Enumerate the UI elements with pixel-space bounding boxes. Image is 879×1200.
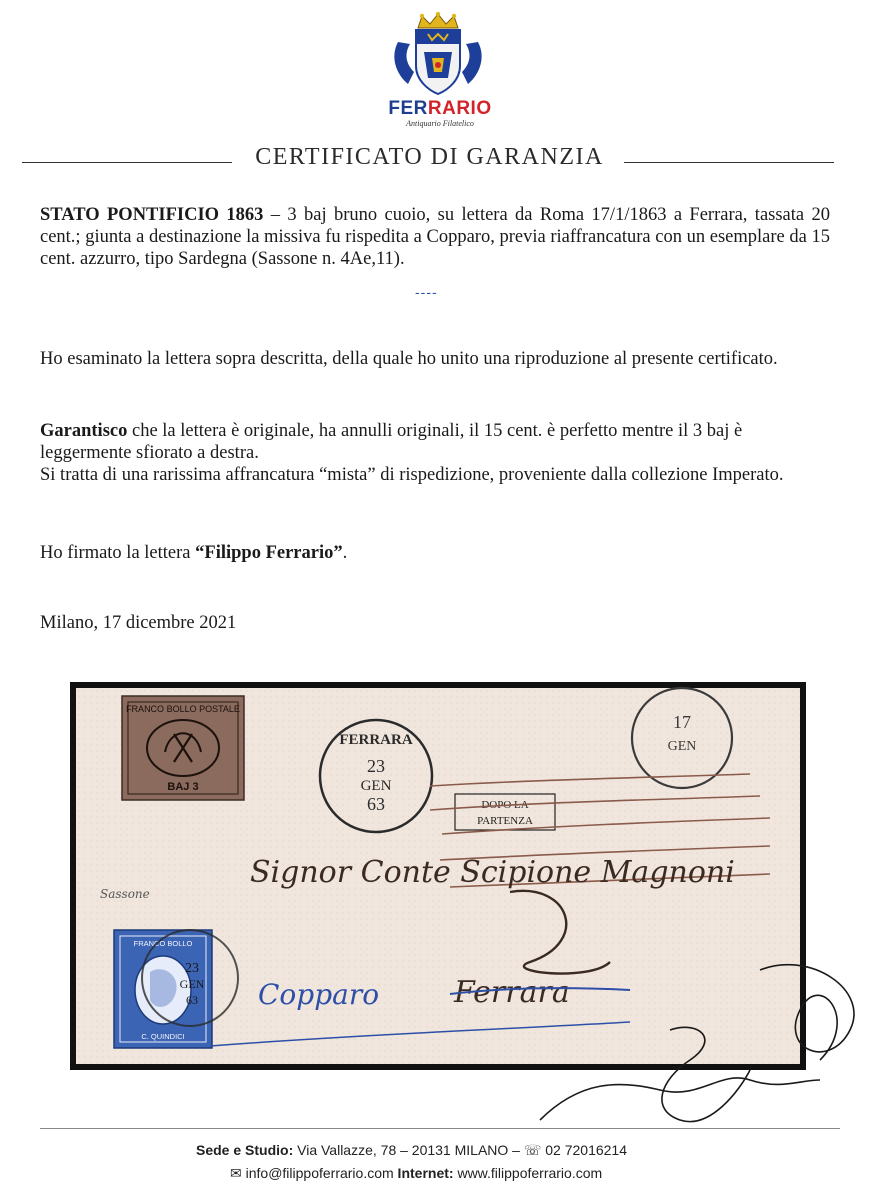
tax-mark-line2: PARTENZA bbox=[477, 815, 533, 827]
rarity-paragraph: Si tratta di una rarissima affrancatura “mista” di rispedizione, proveniente dalla collezione Imperato. bbox=[40, 465, 784, 485]
footer-website[interactable]: www.filippoferrario.com bbox=[453, 1165, 603, 1181]
item-description bbox=[40, 204, 830, 270]
tax-mark-line1: DOPO LA bbox=[481, 799, 529, 811]
pencil-note: Sassone bbox=[100, 887, 150, 901]
certificate-title-row bbox=[22, 142, 834, 176]
postmark3-day: 23 bbox=[185, 961, 199, 976]
guarantee-text: che la lettera è originale, ha annulli originali, il 15 cent. è perfetto mentre il 3 baj è leggermente sfiorato a destra. bbox=[40, 421, 743, 463]
signature-name: “Filippo Ferrario” bbox=[195, 543, 343, 563]
brand-name-part2: RARIO bbox=[427, 98, 492, 119]
description-separator: ---- bbox=[415, 284, 438, 300]
brand-subtitle: Antiquario Filatelico bbox=[406, 119, 474, 128]
footer-address-text: Via Vallazze, 78 – 20131 MILANO – ☏ 02 72016214 bbox=[293, 1142, 627, 1158]
postmark2-day: 17 bbox=[673, 712, 691, 732]
guarantee-keyword: Garantisco bbox=[40, 421, 128, 441]
signature-statement-suffix: . bbox=[342, 543, 348, 563]
stamp-3-baj-top-text: FRANCO BOLLO POSTALE bbox=[126, 704, 240, 714]
stamp-15-cent-top-text: FRANCO BOLLO bbox=[133, 939, 193, 948]
postmark3-month: GEN bbox=[179, 977, 205, 991]
redirect-city: Copparo bbox=[258, 978, 380, 1011]
brand-name-part1: FER bbox=[388, 98, 428, 119]
guarantee-paragraph bbox=[40, 420, 830, 464]
expert-signature bbox=[520, 930, 879, 1140]
item-description-text: – 3 baj bruno cuoio, su lettera da Roma 17/1/1863 a Ferrara, tassata 20 cent.; giunta a destinazione la missiva fu rispedita a Copparo, previa riaffrancatura con un esemplare da 15 cent. azzurro, tipo Sardegna (Sassone n. 4Ae,11). bbox=[40, 205, 830, 269]
address-line: Signor Conte Scipione Magnoni bbox=[250, 855, 735, 890]
footer-email[interactable]: ✉ info@filippoferrario.com bbox=[230, 1165, 394, 1181]
certificate-date: Milano, 17 dicembre 2021 bbox=[40, 613, 237, 633]
stamp-3-baj bbox=[122, 696, 244, 800]
footer-address bbox=[196, 1142, 627, 1159]
examination-paragraph: Ho esaminato la lettera sopra descritta, della quale ho unito una riproduzione al presente certificato. bbox=[40, 349, 778, 369]
title-rule-left bbox=[22, 162, 232, 163]
signature-statement bbox=[40, 542, 830, 564]
original-city: Ferrara bbox=[454, 975, 570, 1010]
title-rule-right bbox=[624, 162, 834, 163]
postmark-month: GEN bbox=[360, 778, 392, 794]
footer-internet-label: Internet: bbox=[393, 1165, 454, 1181]
ferrario-crest-logo bbox=[388, 12, 488, 98]
postmark-day: 23 bbox=[367, 756, 385, 776]
postmark3-year: 63 bbox=[186, 993, 198, 1007]
postmark-year: 63 bbox=[367, 794, 385, 814]
stamp-3-baj-value: BAJ 3 bbox=[167, 781, 199, 793]
brand-name bbox=[360, 98, 520, 120]
postmark2-month: GEN bbox=[667, 739, 697, 754]
certificate-title: CERTIFICATO DI GARANZIA bbox=[255, 144, 604, 170]
item-description-heading: STATO PONTIFICIO 1863 bbox=[40, 205, 264, 225]
signature-statement-prefix: Ho firmato la lettera bbox=[40, 543, 196, 563]
footer-divider bbox=[40, 1128, 840, 1129]
footer-address-label: Sede e Studio: bbox=[196, 1142, 294, 1158]
postmark-city: FERRARA bbox=[339, 732, 413, 748]
footer-contacts bbox=[230, 1165, 602, 1182]
stamp-15-cent-value: C. QUINDICI bbox=[141, 1032, 185, 1041]
